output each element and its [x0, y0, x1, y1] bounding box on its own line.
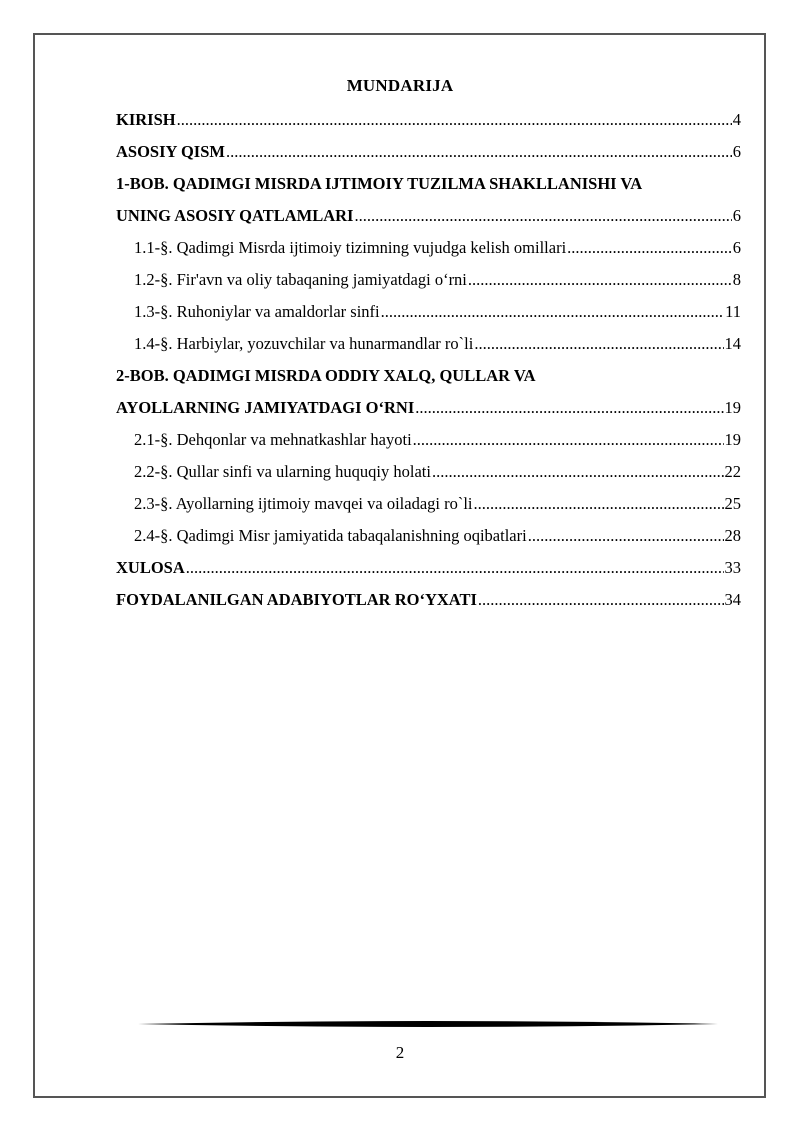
dot-leader	[474, 494, 724, 514]
toc-entry-label: FOYDALANILGAN ADABIYOTLAR RO‘YXATI	[116, 590, 477, 609]
toc-entry-label: 2.4-§. Qadimgi Misr jamiyatida tabaqalanishning oqibatlari	[134, 526, 527, 545]
toc-entry-bob2[interactable]	[116, 398, 741, 430]
toc-entry-label: 1.1-§. Qadimgi Misrda ijtimoiy tizimning vujudga kelish omillari	[134, 238, 567, 257]
toc-entry-1-4[interactable]	[116, 334, 741, 366]
toc-entry-2-2[interactable]	[116, 462, 741, 494]
toc-entry-asosiy-qism[interactable]	[116, 142, 741, 174]
toc-entry-2-4[interactable]	[116, 526, 741, 558]
dot-leader	[478, 590, 724, 610]
toc-entry-bob1-line1[interactable]: 1-BOB. QADIMGI MISRDA IJTIMOIY TUZILMA SHAKLLANISHI VA	[116, 174, 643, 193]
toc-entry-1-2[interactable]	[116, 270, 741, 302]
dot-leader	[226, 142, 732, 162]
toc-entry-label: AYOLLARNING JAMIYATDAGI O‘RNI	[116, 398, 415, 417]
toc-entry-1-3[interactable]	[116, 302, 741, 334]
dot-leader	[468, 270, 732, 290]
dot-leader	[177, 110, 732, 130]
dot-leader	[474, 334, 723, 354]
toc-page-number: 34	[724, 590, 741, 609]
toc-entry-2-1[interactable]	[116, 430, 741, 462]
toc-entry-1-1[interactable]	[116, 238, 741, 270]
dot-leader	[567, 238, 732, 258]
toc-entry-xulosa[interactable]	[116, 558, 741, 590]
toc-entry-label: 2.2-§. Qullar sinfi va ularning huquqiy holati	[134, 462, 431, 481]
toc-page-number: 28	[724, 526, 741, 545]
dot-leader	[528, 526, 724, 546]
footer-divider	[138, 1019, 718, 1029]
toc-page-number: 19	[724, 398, 741, 417]
toc-page-number: 11	[725, 302, 741, 321]
dot-leader	[381, 302, 725, 322]
dot-leader	[186, 558, 724, 578]
dot-leader	[415, 398, 723, 418]
dot-leader	[432, 462, 724, 482]
toc-page-number: 4	[732, 110, 741, 129]
toc-entry-bob1[interactable]	[116, 206, 741, 238]
toc-title: MUNDARIJA	[346, 76, 454, 95]
toc-entry-2-3[interactable]	[116, 494, 741, 526]
toc-page-number: 6	[732, 142, 741, 161]
toc-entry-label: 1.3-§. Ruhoniylar va amaldorlar sinfi	[134, 302, 380, 321]
toc-page-number: 25	[724, 494, 741, 513]
toc-page-number: 19	[724, 430, 741, 449]
toc-entry-label: 1.2-§. Fir'avn va oliy tabaqaning jamiyatdagi o‘rni	[134, 270, 467, 289]
toc-page-number: 6	[732, 206, 741, 225]
toc-page-number: 14	[724, 334, 741, 353]
toc-page-number: 6	[732, 238, 741, 257]
toc-page-number: 22	[724, 462, 741, 481]
toc-entry-label: 1.4-§. Harbiylar, yozuvchilar va hunarmandlar ro`li	[134, 334, 474, 353]
toc-entry-kirish[interactable]	[116, 110, 741, 142]
toc-entry-label: 2.1-§. Dehqonlar va mehnatkashlar hayoti	[134, 430, 412, 449]
toc-page-number: 8	[732, 270, 741, 289]
toc-entry-label: 2.3-§. Ayollarning ijtimoiy mavqei va oiladagi ro`li	[134, 494, 473, 513]
toc-entry-label: XULOSA	[116, 558, 185, 577]
toc-entry-label: ASOSIY QISM	[116, 142, 225, 161]
toc-page-number: 33	[724, 558, 741, 577]
toc-entry-bob2-line1[interactable]: 2-BOB. QADIMGI MISRDA ODDIY XALQ, QULLAR VA	[116, 366, 536, 385]
toc-entry-label: KIRISH	[116, 110, 176, 129]
dot-leader	[354, 206, 731, 226]
dot-leader	[413, 430, 724, 450]
table-of-contents	[116, 110, 741, 622]
page-number: 2	[395, 1043, 405, 1062]
toc-entry-label: UNING ASOSIY QATLAMLARI	[116, 206, 354, 225]
toc-entry-adabiyotlar[interactable]	[116, 590, 741, 622]
